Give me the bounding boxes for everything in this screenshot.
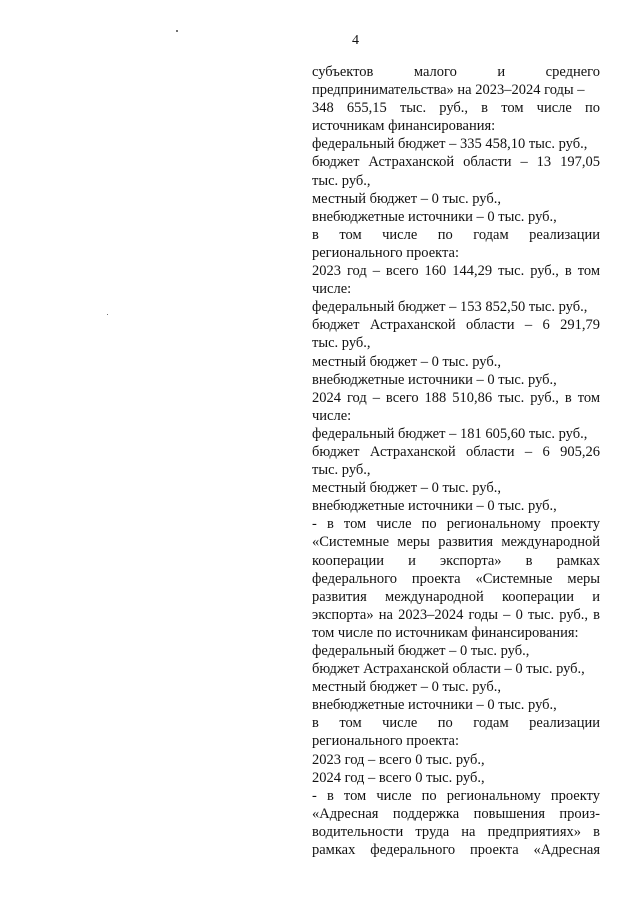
text-line: числе:	[312, 407, 352, 424]
text-line: водительности труда на предприятиях» в	[312, 823, 600, 840]
scan-speck	[176, 30, 178, 32]
text-line: тыс. руб.,	[312, 335, 371, 352]
text-line: тыс. руб.,	[312, 172, 371, 189]
text-line: федерального проекта «Системные меры	[312, 570, 600, 587]
text-line: кооперации и экспорта» в рамках	[312, 552, 600, 569]
text-line: 2023 год – всего 160 144,29 тыс. руб., в том	[312, 263, 600, 280]
text-line: - в том числе по региональному проекту	[312, 516, 600, 533]
scan-speck	[107, 314, 108, 315]
text-line: 2023 год – всего 0 тыс. руб.,	[312, 751, 485, 768]
text-line: внебюджетные источники – 0 тыс. руб.,	[312, 208, 557, 225]
text-line: внебюджетные источники – 0 тыс. руб.,	[312, 371, 557, 388]
text-line: «Адресная поддержка повышения произ-	[312, 805, 600, 822]
text-line: том числе по источникам финансирования:	[312, 624, 579, 641]
text-line: 2024 год – всего 188 510,86 тыс. руб., в том	[312, 389, 600, 406]
text-line: - в том числе по региональному проекту	[312, 787, 600, 804]
text-line: источникам финансирования:	[312, 118, 496, 135]
text-line: местный бюджет – 0 тыс. руб.,	[312, 190, 501, 207]
text-line: местный бюджет – 0 тыс. руб.,	[312, 480, 501, 497]
text-line: тыс. руб.,	[312, 462, 371, 479]
text-line: в том числе по годам реализации	[312, 226, 600, 243]
text-line: федеральный бюджет – 181 605,60 тыс. руб.,	[312, 425, 588, 442]
text-line: внебюджетные источники – 0 тыс. руб.,	[312, 697, 557, 714]
text-line: регионального проекта:	[312, 733, 459, 750]
page-number: 4	[352, 33, 359, 48]
text-line: бюджет Астраханской области – 13 197,05	[312, 154, 600, 171]
text-line: числе:	[312, 281, 352, 298]
text-line: местный бюджет – 0 тыс. руб.,	[312, 353, 501, 370]
text-line: федеральный бюджет – 0 тыс. руб.,	[312, 643, 530, 659]
text-line: бюджет Астраханской области – 6 905,26	[312, 443, 600, 460]
text-line: в том числе по годам реализации	[312, 715, 600, 732]
text-line: бюджет Астраханской области – 0 тыс. руб.,	[312, 661, 585, 678]
text-line: федеральный бюджет – 335 458,10 тыс. руб.,	[312, 136, 588, 153]
text-line: внебюджетные источники – 0 тыс. руб.,	[312, 498, 557, 515]
text-line: «Системные меры развития международной	[312, 534, 600, 551]
text-line: 348 655,15 тыс. руб., в том числе по	[312, 100, 600, 117]
text-line: федеральный бюджет – 153 852,50 тыс. руб.,	[312, 299, 588, 316]
text-line: местный бюджет – 0 тыс. руб.,	[312, 679, 501, 696]
text-line: предпринимательства» на 2023–2024 годы –	[312, 82, 585, 99]
text-line: субъектов малого и среднего	[312, 64, 600, 80]
text-line: регионального проекта:	[312, 244, 459, 261]
text-line: развития международной кооперации и	[312, 588, 600, 605]
text-line: экспорта» на 2023–2024 годы – 0 тыс. руб., в	[312, 606, 600, 623]
text-line: 2024 год – всего 0 тыс. руб.,	[312, 769, 485, 786]
body-text-column	[312, 63, 600, 859]
text-line: рамках федерального проекта «Адресная	[312, 842, 600, 859]
text-line: бюджет Астраханской области – 6 291,79	[312, 317, 600, 334]
